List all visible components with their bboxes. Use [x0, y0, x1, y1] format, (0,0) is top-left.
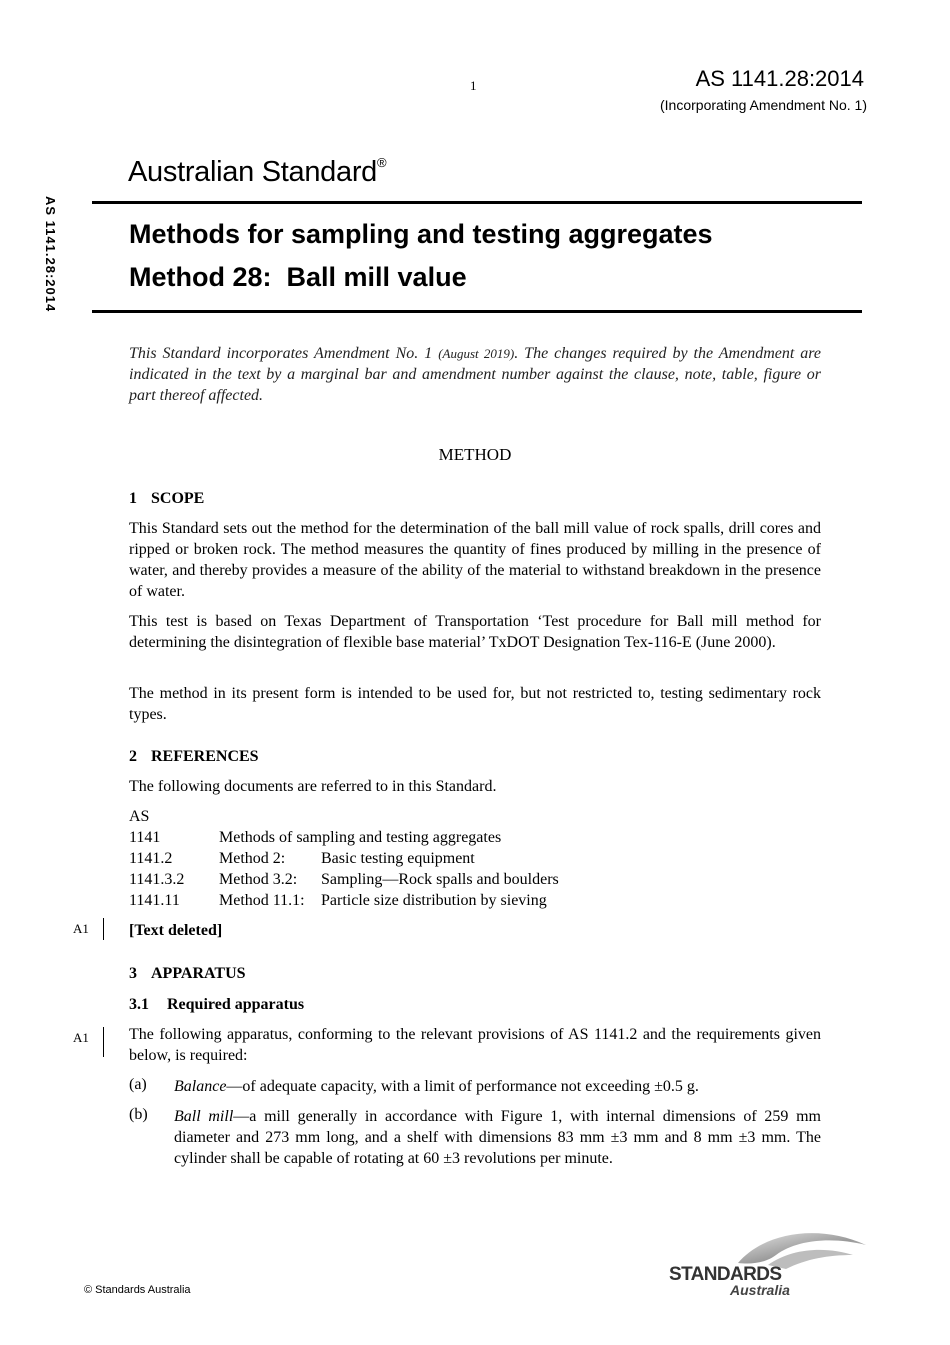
reference-row: [129, 871, 559, 889]
registered-mark: ®: [377, 155, 387, 171]
required-apparatus-heading: [129, 996, 304, 1014]
item-label: (a): [129, 1076, 147, 1093]
section-number: 1: [129, 490, 137, 507]
side-standard-code: AS 1141.28:2014: [43, 196, 58, 313]
reference-title: Sampling—Rock spalls and boulders: [321, 871, 559, 888]
reference-code: 1141.3.2: [129, 871, 185, 888]
reference-row: [129, 892, 547, 910]
logo-subtext: Australia: [730, 1282, 790, 1298]
copyright: © Standards Australia: [84, 1284, 191, 1296]
brand-title: [128, 156, 386, 189]
apparatus-heading: [129, 965, 246, 983]
reference-title: Methods of sampling and testing aggregates: [219, 829, 502, 846]
reference-group: AS: [129, 808, 150, 825]
references-heading: [129, 748, 259, 766]
scope-paragraph-3: The method in its present form is intended to be used for, but not restricted to, testing sedimentary rock types.: [129, 685, 821, 723]
standard-id: AS 1141.28:2014: [695, 66, 864, 91]
apparatus-item-ball-mill: [174, 1106, 821, 1169]
reference-code: 1141: [129, 829, 161, 846]
section-number: 2: [129, 748, 137, 765]
apparatus-item-balance: [174, 1076, 821, 1097]
scope-paragraph-1: This Standard sets out the method for the determination of the ball mill value of rock spalls, drill cores and ripped or broken rock. The method measures the quantity of fines produced by milling in the presence of water, and thereby provides a measure of the ability of the material to withstand breakdown in the presence of water.: [129, 520, 821, 600]
section-number: 3: [129, 965, 137, 982]
section-title: SCOPE: [151, 490, 205, 507]
amendment-note: (Incorporating Amendment No. 1): [660, 97, 867, 113]
apparatus-intro: The following apparatus, conforming to the relevant provisions of AS 1141.2 and the requirements given below, is required:: [129, 1026, 821, 1064]
reference-row: [129, 829, 501, 847]
scope-heading: [129, 490, 204, 508]
amendment-intro: [129, 343, 821, 406]
amendment-date: (August 2019): [438, 346, 515, 361]
amendment-marker: A1: [73, 1030, 89, 1045]
item-text: —a mill generally in accordance with Figure 1, with internal dimensions of 259 mm diameter and 273 mm long, and a shelf with dimensions 83 mm ±3 mm and 8 mm ±3 mm. The cylinder shall be capable of rotating at 60 ±3 revolutions per minute.: [174, 1108, 821, 1167]
reference-method: Method 2:: [219, 850, 286, 867]
reference-method: Method 11.1:: [219, 892, 305, 909]
item-term: Balance: [174, 1078, 227, 1095]
section-title: APPARATUS: [151, 965, 246, 982]
reference-title: Particle size distribution by sieving: [321, 892, 547, 909]
document-subtitle: Method 28: Ball mill value: [129, 262, 467, 292]
references-intro: The following documents are referred to in this Standard.: [129, 778, 497, 795]
intro-text-2: . The changes required by the Amendment are indicated in the text by a marginal bar and amendment number against the clause, note, table, figure or part thereof affected.: [129, 345, 822, 404]
item-label: (b): [129, 1106, 148, 1123]
amendment-bar: [103, 918, 104, 940]
amendment-bar: [103, 1027, 104, 1057]
page-number: 1: [470, 78, 477, 93]
subsection-title: Required apparatus: [167, 996, 305, 1013]
document-title: Methods for sampling and testing aggregates: [129, 219, 713, 249]
reference-title: Basic testing equipment: [321, 850, 475, 867]
item-term: Ball mill: [174, 1108, 234, 1125]
scope-paragraph-2: This test is based on Texas Department of Transportation ‘Test procedure for Ball mill method for determining the disintegration of flexible base material’ TxDOT Designation Tex-116-E (June 2000).: [129, 613, 821, 651]
brand-name: Australian Standard: [128, 156, 378, 188]
method-heading: METHOD: [438, 445, 512, 464]
reference-method: Method 3.2:: [219, 871, 298, 888]
reference-code: 1141.2: [129, 850, 173, 867]
subsection-number: 3.1: [129, 996, 149, 1013]
amendment-marker: A1: [73, 921, 89, 936]
logo-wordmark: STANDARDS: [669, 1264, 782, 1285]
bottom-rule: [92, 310, 862, 313]
item-text: —of adequate capacity, with a limit of performance not exceeding ±0.5 g.: [226, 1078, 699, 1095]
reference-row: [129, 850, 475, 868]
intro-text: This Standard incorporates Amendment No. 1: [129, 345, 433, 362]
reference-code: 1141.11: [129, 892, 180, 909]
section-title: REFERENCES: [151, 748, 259, 765]
top-rule: [92, 201, 862, 204]
text-deleted-note: [Text deleted]: [129, 922, 223, 939]
